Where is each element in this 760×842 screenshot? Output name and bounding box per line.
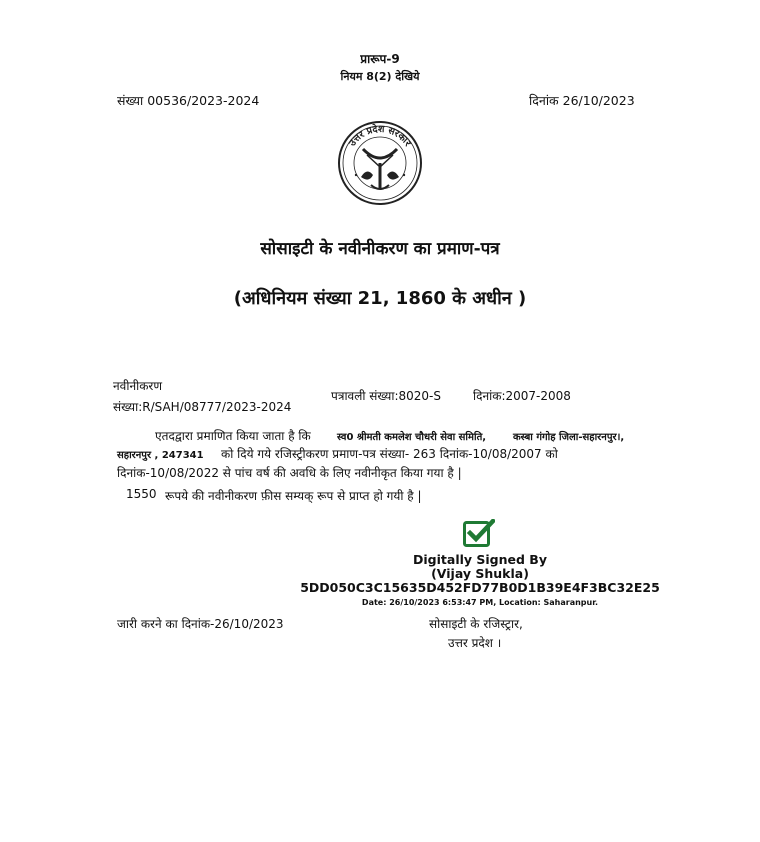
society-city-pin: सहारनपुर , 247341: [117, 450, 204, 461]
renewal-number: संख्या:R/SAH/08777/2023-2024: [113, 400, 292, 414]
renewal-label: नवीनीकरण: [113, 379, 163, 393]
form-number: प्रारूप-9: [360, 52, 400, 66]
rule-reference: नियम 8(2) देखिये: [340, 70, 420, 83]
certificate-title: सोसाइटी के नवीनीकरण का प्रमाण-पत्र: [260, 239, 500, 259]
digital-signature-check-icon: [463, 519, 495, 547]
certificate-date: दिनांक 26/10/2023: [529, 93, 635, 108]
file-number: पत्रावली संख्या:8020-S: [331, 389, 442, 403]
fee-amount: 1550: [126, 487, 157, 501]
registrar-state: उत्तर प्रदेश ।: [448, 636, 502, 650]
signature-date-location: Date: 26/10/2023 6:53:47 PM, Location: Saharanpur.: [361, 598, 599, 607]
signature-hash: 5DD050C3C15635D452FD77B0D1B39E4F3BC32E25: [300, 580, 660, 595]
act-subtitle: (अधिनियम संख्या 21, 1860 के अधीन ): [233, 288, 527, 309]
fee-text: रूपये की नवीनीकरण फ़ीस सम्यक् रूप से प्राप्त हो गयी है |: [165, 489, 422, 503]
up-government-emblem-seal: [337, 119, 423, 207]
issue-date: जारी करने का दिनांक-26/10/2023: [117, 617, 284, 631]
registration-text: को दिये गये रजिस्ट्रीकरण प्रमाण-पत्र संख्या- 263 दिनांक-10/08/2007 को: [221, 447, 558, 461]
society-name: स्व0 श्रीमती कमलेश चौधरी सेवा समिति,: [337, 432, 487, 443]
signer-name: (Vijay Shukla): [431, 566, 529, 581]
emblem-arc-text: उत्तर प्रदेश सरकार: [347, 123, 414, 149]
reference-number: संख्या 00536/2023-2024: [117, 93, 260, 108]
society-address: कस्बा गंगोह जिला-सहारनपुर।,: [513, 432, 625, 443]
certificate-intro: एतदद्वारा प्रमाणित किया जाता है कि: [155, 429, 311, 443]
svg-text:उत्तर प्रदेश सरकार: [346, 123, 413, 149]
renewal-period-text: दिनांक-10/08/2022 से पांच वर्ष की अवधि के लिए नवीनीकृत किया गया है |: [117, 466, 462, 480]
signed-by-label: Digitally Signed By: [413, 552, 547, 567]
registrar-title: सोसाइटी के रजिस्ट्रार,: [429, 617, 523, 631]
file-date: दिनांक:2007-2008: [473, 389, 571, 403]
